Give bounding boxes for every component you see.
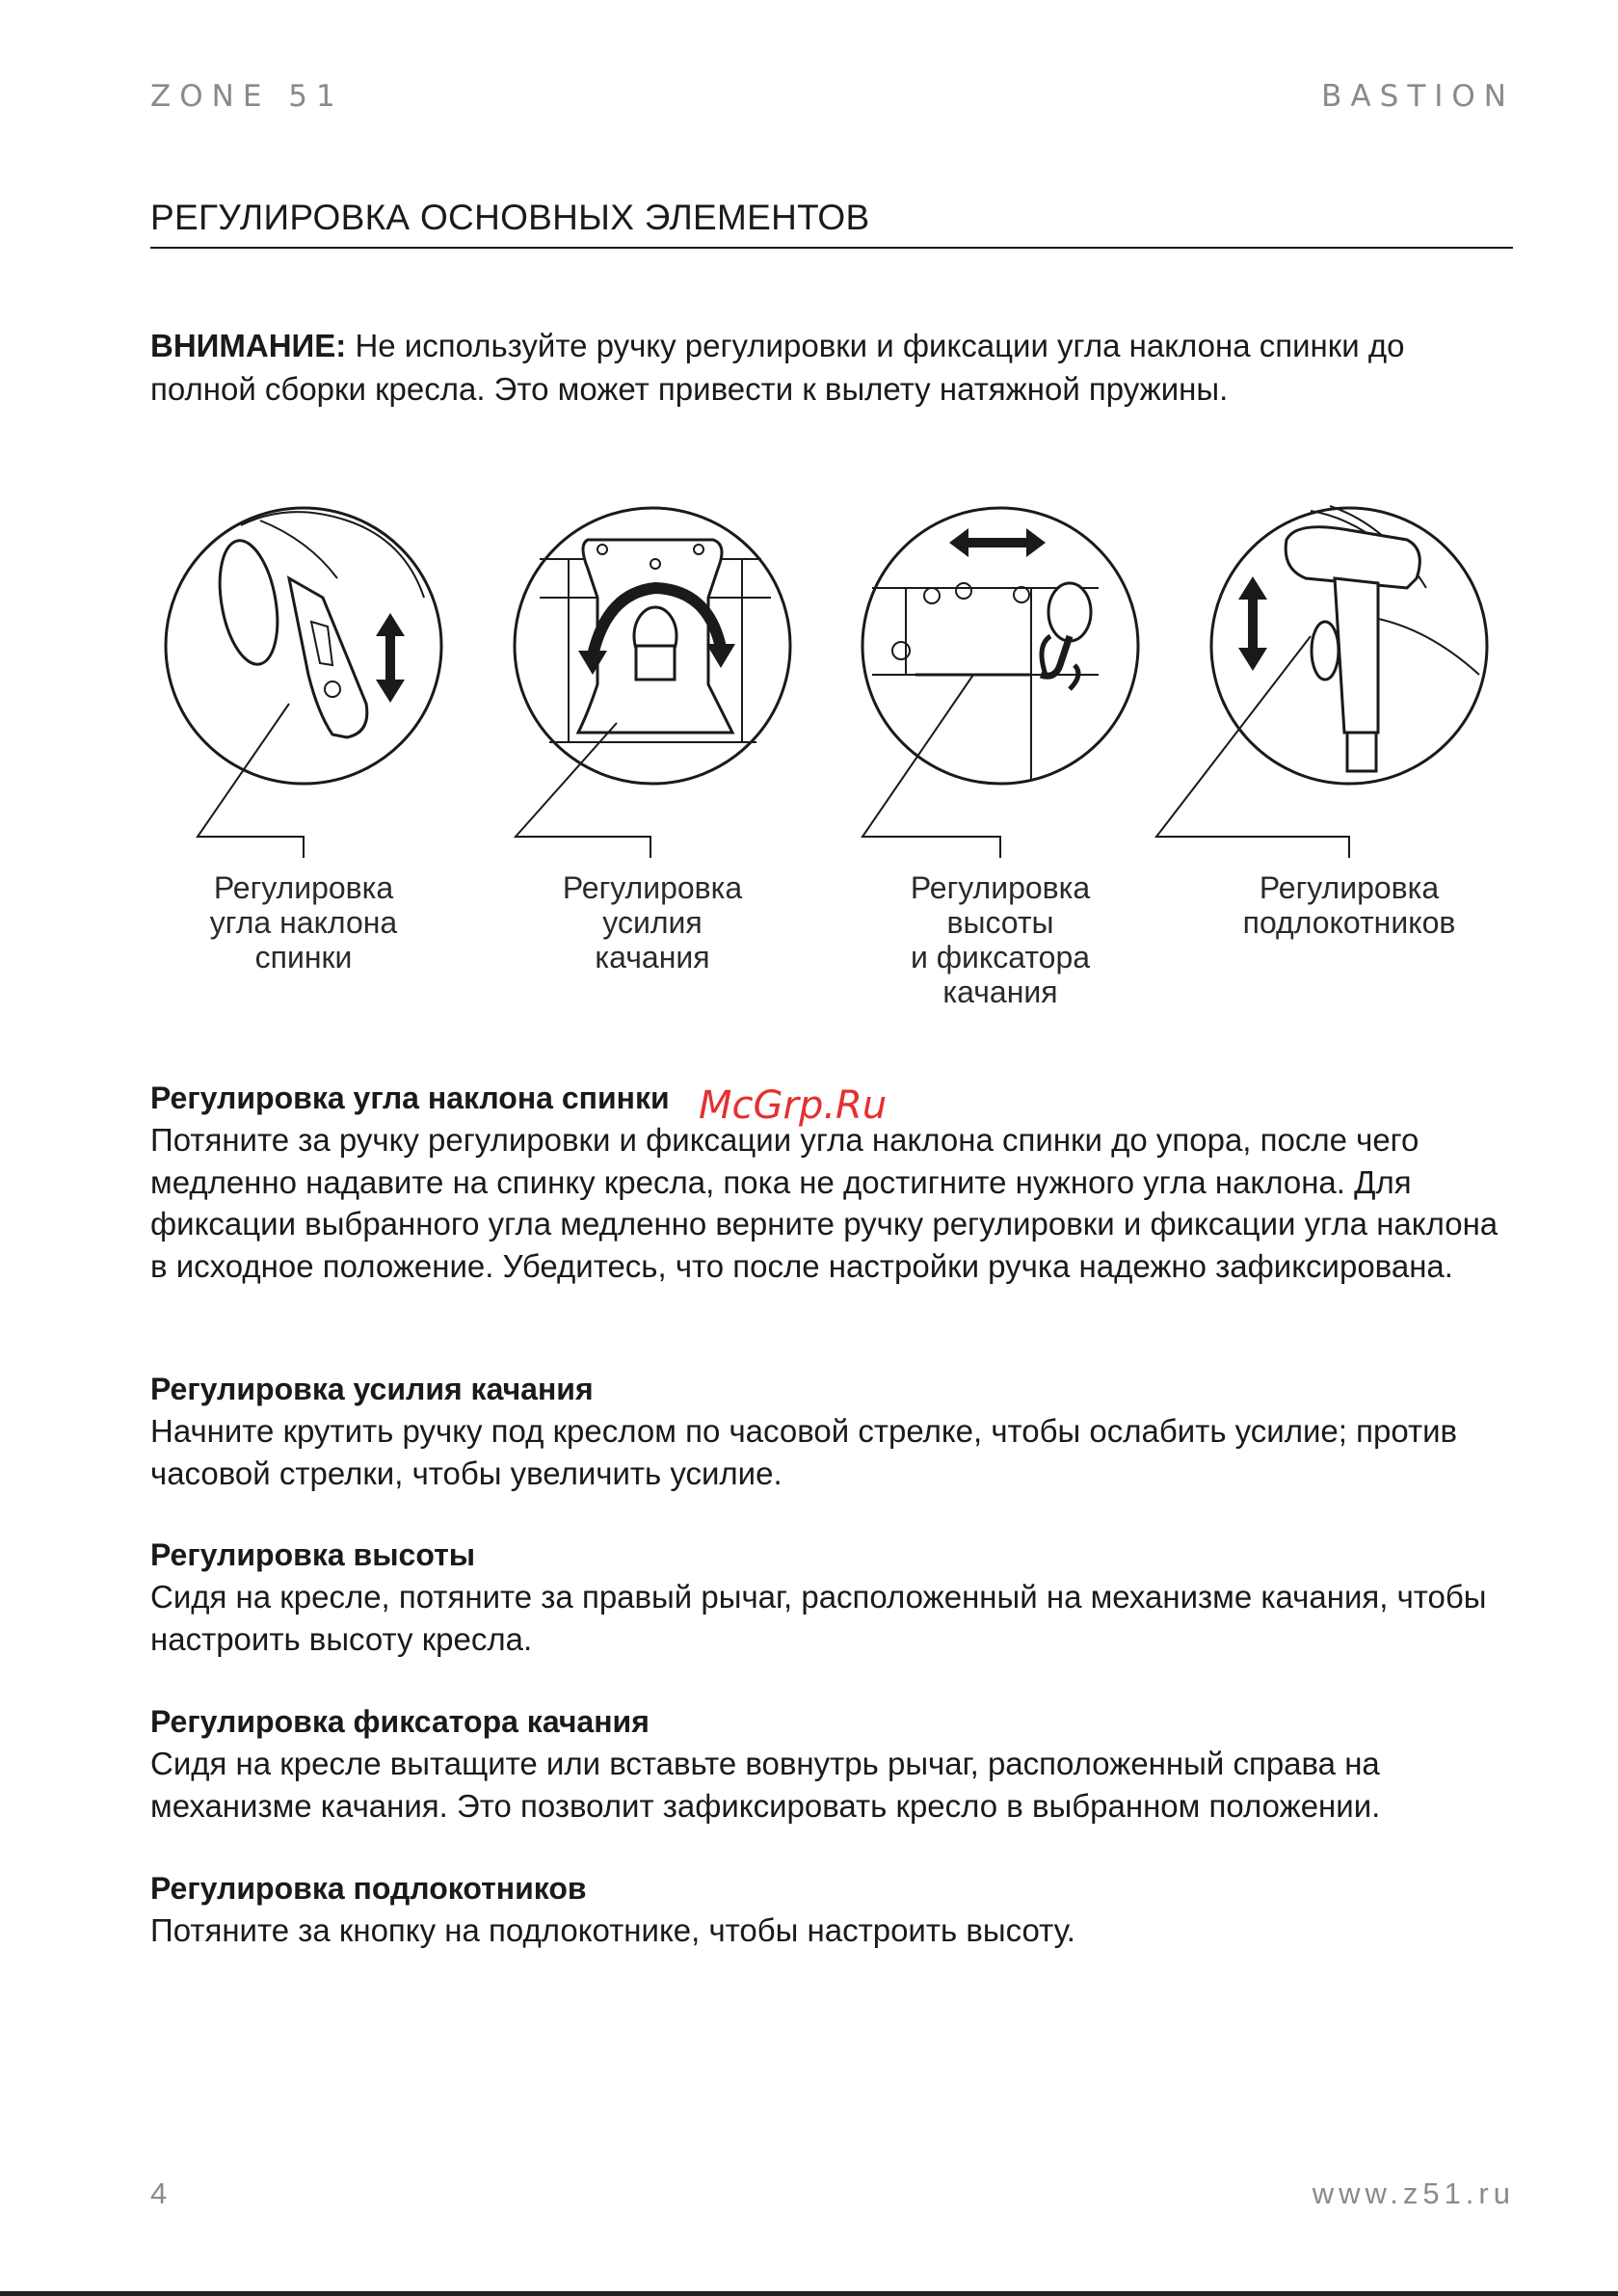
tension-knob-icon (515, 508, 790, 858)
illustrations-row (0, 492, 1618, 896)
caption-line: и фиксатора (910, 940, 1091, 974)
backrest-tilt-icon (166, 508, 441, 858)
section-body: Начните крутить ручку под креслом по часовой стрелке, чтобы ослабить усилие; против часовой стрелки, чтобы увеличить усилие. (150, 1413, 1458, 1491)
caption-tension (508, 870, 797, 974)
caption-line: качания (595, 940, 710, 974)
section-body: Сидя на кресле вытащите или вставьте вовнутрь рычаг, расположенный справа на механизме качания. Это позволит зафиксировать кресло в выбранном положении. (150, 1746, 1381, 1824)
section-armrest (150, 1867, 1519, 1952)
section-height (150, 1534, 1519, 1660)
caption-line: высоты (946, 905, 1054, 940)
warning-label: ВНИМАНИЕ: (150, 328, 347, 363)
page-number: 4 (150, 2176, 168, 2210)
caption-line: Регулировка (213, 870, 394, 905)
title-divider (150, 247, 1513, 249)
section-heading: Регулировка подлокотников (150, 1871, 587, 1906)
warning-notice (150, 324, 1519, 411)
section-heading: Регулировка высоты (150, 1537, 476, 1572)
website-link[interactable]: www.z51.ru (1312, 2176, 1515, 2210)
warning-text: Не используйте ручку регулировки и фиксации угла наклона спинки до полной сборки кресла. Это может привести к вылету натяжной пружины. (150, 328, 1405, 407)
caption-line: подлокотников (1242, 905, 1456, 940)
section-body: Потяните за кнопку на подлокотнике, чтобы настроить высоту. (150, 1912, 1075, 1948)
caption-line: Регулировка (910, 870, 1091, 905)
brand-logo-bastion: BASTION (1321, 79, 1515, 114)
section-body: Потяните за ручку регулировки и фиксации угла наклона спинки до упора, после чего медленно надавите на спинку кресла, пока не достигните нужного угла наклона. Для фиксации выбранного угла медленно верните ручку регулировки и фиксации угла наклона в исходное положение. Убедитесь, что после настройки ручка надежно зафиксирована. (150, 1122, 1499, 1284)
section-tilt-lock (150, 1700, 1519, 1827)
caption-line: Регулировка (562, 870, 743, 905)
brand-logo-zone51: ZONE 51 (150, 79, 344, 114)
caption-line: качания (942, 974, 1058, 1009)
caption-line: угла наклона (209, 905, 398, 940)
watermark: McGrp.Ru (699, 1083, 888, 1128)
caption-backrest-tilt (159, 870, 448, 974)
section-heading: Регулировка угла наклона спинки (150, 1081, 670, 1115)
section-tension (150, 1368, 1519, 1494)
caption-line: Регулировка (1259, 870, 1440, 905)
caption-armrest (1205, 870, 1494, 940)
caption-line: спинки (254, 940, 353, 974)
caption-line: усилия (602, 905, 703, 940)
armrest-icon (1156, 506, 1487, 858)
height-lever-icon (862, 508, 1138, 858)
section-heading: Регулировка усилия качания (150, 1372, 594, 1406)
section-body: Сидя на кресле, потяните за правый рычаг, расположенный на механизме качания, чтобы настроить высоту кресла. (150, 1579, 1487, 1657)
section-heading: Регулировка фиксатора качания (150, 1704, 650, 1739)
page-title: РЕГУЛИРОВКА ОСНОВНЫХ ЭЛЕМЕНТОВ (150, 198, 870, 237)
caption-height-lock (856, 870, 1145, 1009)
bottom-edge (0, 2291, 1618, 2296)
